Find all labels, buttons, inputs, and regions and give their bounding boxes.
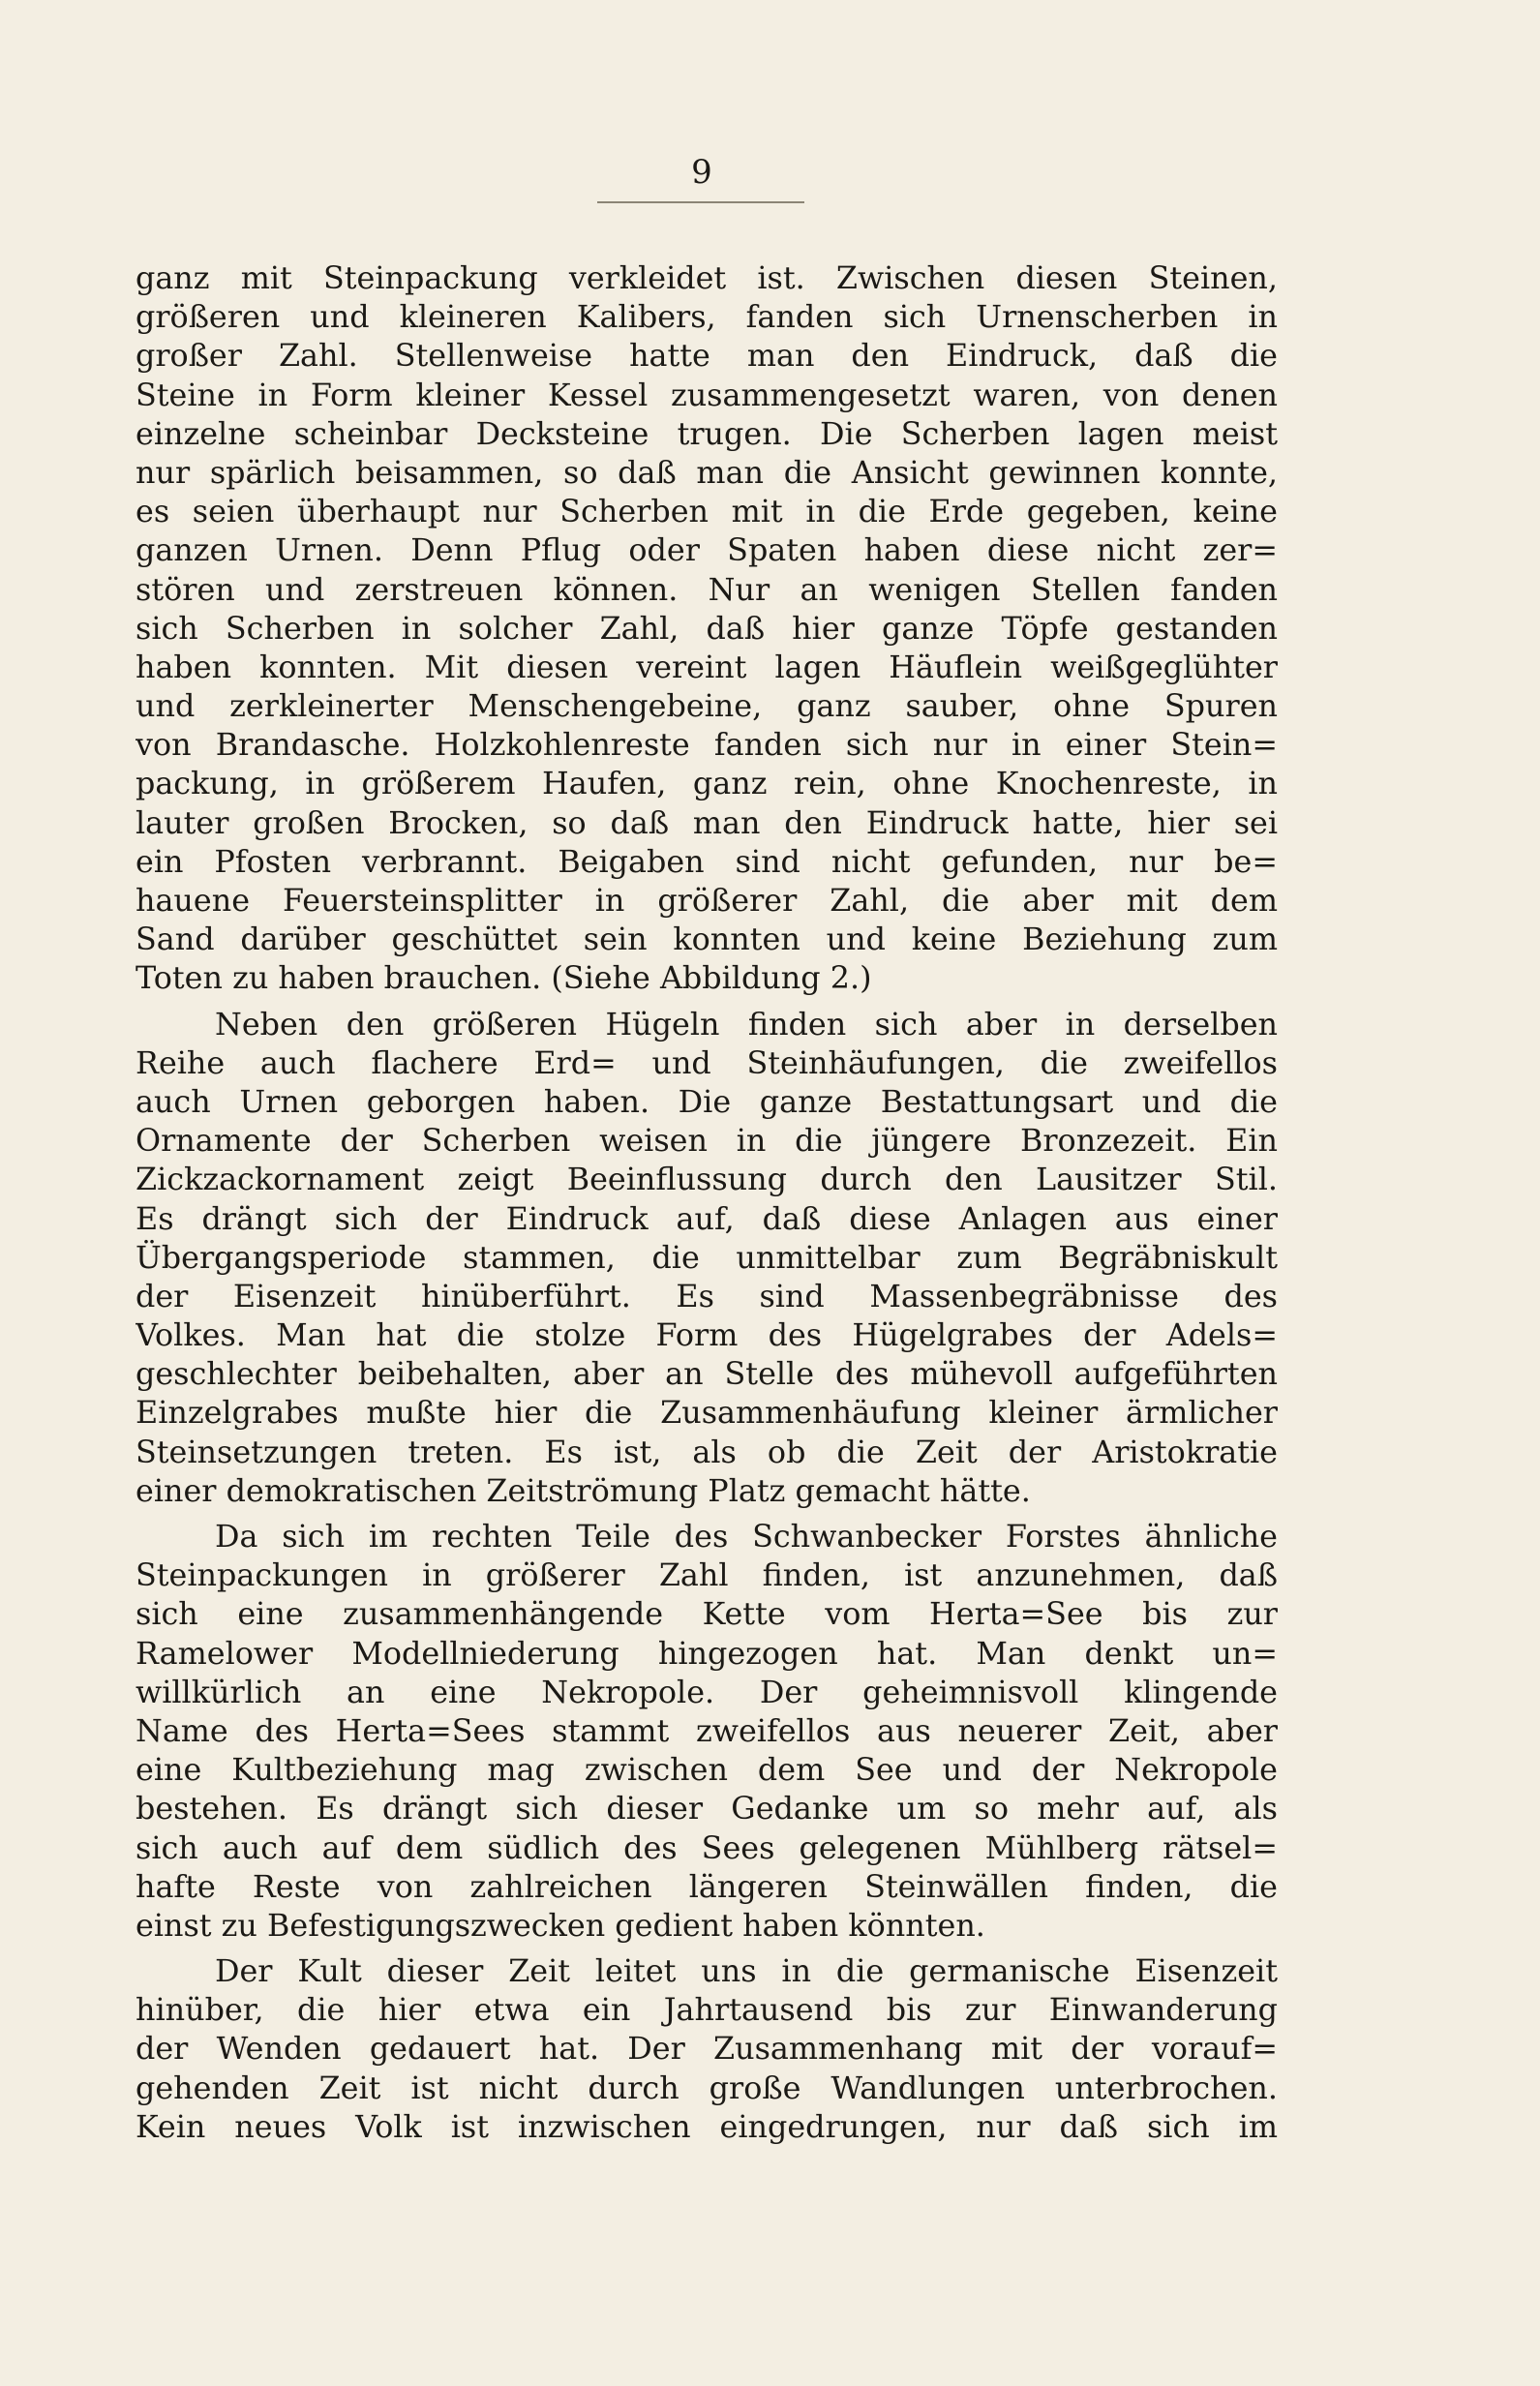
text-line: Toten zu haben brauchen. (Siehe Abbildung 2.)	[136, 960, 872, 997]
paragraph-gap	[136, 1511, 1278, 1518]
text-line: sich eine zusammenhängende Kette vom Herta=See bis zur	[136, 1596, 1278, 1633]
paragraph	[136, 1006, 1278, 1511]
text-line: Steine in Form kleiner Kessel zusammengesetzt waren, von denen	[136, 377, 1278, 413]
text-line: bestehen. Es drängt sich dieser Gedanke um so mehr auf, als	[136, 1791, 1278, 1827]
text-line: großer Zahl. Stellenweise hatte man den Eindruck, daß die	[136, 338, 1278, 375]
text-line: lauter großen Brocken, so daß man den Eindruck hatte, hier sei	[136, 804, 1278, 841]
paragraph	[136, 259, 1278, 999]
text-line: einzelne scheinbar Decksteine trugen. Die Scherben lagen meist	[136, 415, 1278, 452]
text-line: größeren und kleineren Kalibers, fanden sich Urnenscherben in	[136, 299, 1278, 336]
text-line: Steinsetzungen treten. Es ist, als ob die Zeit der Aristokratie	[136, 1434, 1278, 1470]
text-line: hauene Feuersteinsplitter in größerer Zahl, die aber mit dem	[136, 883, 1278, 919]
text-line: nur spärlich beisammen, so daß man die Ansicht gewinnen konnte,	[136, 454, 1278, 491]
text-line: sich auch auf dem südlich des Sees gelegenen Mühlberg rätsel=	[136, 1829, 1278, 1866]
text-line: Neben den größeren Hügeln finden sich aber in derselben	[215, 1006, 1278, 1042]
text-line: hinüber, die hier etwa ein Jahrtausend bis zur Einwanderung	[136, 1992, 1278, 2029]
text-line: Es drängt sich der Eindruck auf, daß diese Anlagen aus einer	[136, 1200, 1278, 1237]
text-line: Kein neues Volk ist inzwischen eingedrungen, nur daß sich im	[136, 2108, 1278, 2145]
text-line: Der Kult dieser Zeit leitet uns in die germanische Eisenzeit	[215, 1953, 1278, 1990]
text-line: geschlechter beibehalten, aber an Stelle des mühevoll aufgeführten	[136, 1356, 1278, 1393]
text-line: ein Pfosten verbrannt. Beigaben sind nicht gefunden, nur be=	[136, 843, 1278, 880]
text-line: einst zu Befestigungszwecken gedient haben könnten.	[136, 1907, 985, 1944]
paragraph	[136, 1518, 1278, 1946]
text-line: eine Kultbeziehung mag zwischen dem See und der Nekropole	[136, 1752, 1278, 1789]
text-line: Übergangsperiode stammen, die unmittelbar zum Begräbniskult	[136, 1239, 1278, 1276]
text-line: der Wenden gedauert hat. Der Zusammenhang mit der vorauf=	[136, 2031, 1278, 2068]
paragraph	[136, 1952, 1278, 2147]
text-line: Da sich im rechten Teile des Schwanbecker Forstes ähnliche	[215, 1519, 1278, 1555]
text-line: hafte Reste von zahlreichen längeren Steinwällen finden, die	[136, 1868, 1278, 1905]
text-line: Zickzackornament zeigt Beeinflussung durch den Lausitzer Stil.	[136, 1162, 1278, 1198]
text-line: Volkes. Man hat die stolze Form des Hügelgrabes der Adels=	[136, 1317, 1278, 1354]
text-line: ganz mit Steinpackung verkleidet ist. Zwischen diesen Steinen,	[136, 260, 1278, 296]
paragraph-gap	[136, 1946, 1278, 1952]
text-line: stören und zerstreuen können. Nur an wenigen Stellen fanden	[136, 571, 1278, 608]
page-number: 9	[691, 153, 712, 192]
text-line: Ramelower Modellniederung hingezogen hat. Man denkt un=	[136, 1635, 1278, 1672]
text-line: sich Scherben in solcher Zahl, daß hier ganze Töpfe gestanden	[136, 610, 1278, 647]
text-line: Ornamente der Scherben weisen in die jüngere Bronzezeit. Ein	[136, 1123, 1278, 1160]
text-line: Reihe auch flachere Erd= und Steinhäufungen, die zweifellos	[136, 1044, 1278, 1081]
text-line: auch Urnen geborgen haben. Die ganze Bestattungsart und die	[136, 1083, 1278, 1120]
header-rule	[597, 201, 804, 203]
text-line: von Brandasche. Holzkohlenreste fanden sich nur in einer Stein=	[136, 727, 1278, 764]
text-line: willkürlich an eine Nekropole. Der geheimnisvoll klingende	[136, 1674, 1278, 1710]
text-line: Sand darüber geschüttet sein konnten und keine Beziehung zum	[136, 921, 1278, 958]
text-line: Name des Herta=Sees stammt zweifellos aus neuerer Zeit, aber	[136, 1712, 1278, 1749]
text-line: Steinpackungen in größerer Zahl finden, ist anzunehmen, daß	[136, 1557, 1278, 1594]
text-line: Einzelgrabes mußte hier die Zusammenhäufung kleiner ärmlicher	[136, 1395, 1278, 1432]
text-line: haben konnten. Mit diesen vereint lagen Häuflein weißgeglühter	[136, 649, 1278, 685]
text-line: einer demokratischen Zeitströmung Platz gemacht hätte.	[136, 1472, 1031, 1509]
text-line: es seien überhaupt nur Scherben mit in die Erde gegeben, keine	[136, 494, 1278, 530]
body-text	[136, 259, 1278, 2147]
text-line: gehenden Zeit ist nicht durch große Wandlungen unterbrochen.	[136, 2069, 1278, 2106]
text-line: packung, in größerem Haufen, ganz rein, ohne Knochenreste, in	[136, 766, 1278, 802]
text-line: und zerkleinerter Menschengebeine, ganz sauber, ohne Spuren	[136, 688, 1278, 725]
text-line: der Eisenzeit hinüberführt. Es sind Massenbegräbnisse des	[136, 1278, 1278, 1314]
text-line: ganzen Urnen. Denn Pflug oder Spaten haben diese nicht zer=	[136, 532, 1278, 569]
paragraph-gap	[136, 999, 1278, 1006]
